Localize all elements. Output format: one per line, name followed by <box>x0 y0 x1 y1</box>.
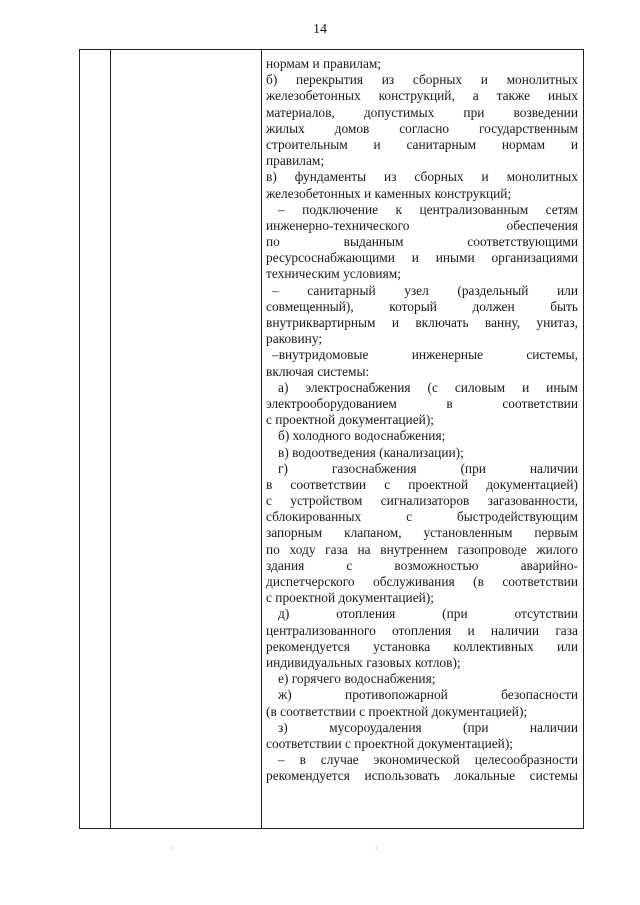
text-line: с проектной документацией); <box>266 412 435 428</box>
scan-dot: · <box>171 844 174 853</box>
text-line: с проектной документацией); <box>266 590 435 606</box>
text-line: сблокированных с быстродействующим <box>266 509 578 525</box>
text-line: материалов, допустимых при возведении <box>266 104 578 120</box>
text-line: нормам и правилам; <box>266 56 382 71</box>
text-line: жилых домов согласно государственным <box>266 120 578 136</box>
text-line: – в случае экономической целесообразности <box>278 752 578 768</box>
text-line: д) отопления (при отсутствии <box>278 606 578 622</box>
text-line: (в соответствии с проектной документацией); <box>266 703 528 719</box>
text-line: в) водоотведения (канализации); <box>278 444 464 460</box>
text-line: ресурсоснабжающими и иными организациями <box>266 250 578 266</box>
document-table <box>79 49 584 829</box>
text-line: инженерно-технического обеспечения <box>266 217 578 233</box>
text-line: в) фундаменты из сборных и монолитных <box>266 169 578 185</box>
table-column-divider <box>261 50 262 828</box>
table-column-divider <box>110 50 111 828</box>
text-line: с устройством сигнализаторов загазованности, <box>266 493 578 509</box>
text-line: рекомендуется установка коллективных или <box>266 638 578 654</box>
text-line: рекомендуется использовать локальные системы <box>266 768 578 784</box>
text-line: совмещенный), который должен быть <box>266 298 578 314</box>
text-line: техническим условиям; <box>266 266 401 282</box>
text-line: железобетонных конструкций, а также иных <box>266 88 578 104</box>
text-line: железобетонных и каменных конструкций; <box>266 185 512 201</box>
text-line: б) холодного водоснабжения; <box>278 428 446 444</box>
text-line: а) электроснабжения (с силовым и иным <box>278 379 578 395</box>
text-line: централизованного отопления и наличии газа <box>266 622 578 638</box>
text-line: г) газоснабжения (при наличии <box>278 460 578 476</box>
text-line: – санитарный узел (раздельный или <box>272 282 578 298</box>
text-line: в соответствии с проектной документацией) <box>266 476 578 492</box>
text-line: включая системы: <box>266 363 370 379</box>
text-line: ж) противопожарной безопасности <box>278 687 578 703</box>
page-number: 14 <box>313 22 327 37</box>
text-line: –внутридомовые инженерные системы, <box>272 347 578 363</box>
text-line: раковину; <box>266 331 323 347</box>
scan-artifacts <box>0 844 640 856</box>
text-line: электрооборудованием в соответствии <box>266 395 578 411</box>
text-line: по ходу газа на внутреннем газопроводе жилого <box>266 541 578 557</box>
table-text-cell <box>266 56 578 784</box>
text-line: по выданным соответствующими <box>266 234 578 250</box>
text-line: здания с возможностью аварийно- <box>266 557 578 573</box>
text-line: б) перекрытия из сборных и монолитных <box>266 72 578 88</box>
text-line: соответствии с проектной документацией); <box>266 735 514 751</box>
text-line: правилам; <box>266 153 325 169</box>
text-line: запорным клапаном, установленным первым <box>266 525 578 541</box>
text-line: диспетчерского обслуживания (в соответствии <box>266 574 578 589</box>
text-line: з) мусороудаления (при наличии <box>278 719 578 735</box>
text-line: строительным и санитарным нормам и <box>266 136 578 152</box>
text-line: – подключение к централизованным сетям <box>278 201 578 217</box>
text-line: внутриквартирным и включать ванну, унитаз, <box>266 315 578 330</box>
text-line: е) горячего водоснабжения; <box>278 671 436 687</box>
scan-dot: · <box>375 844 378 853</box>
text-line: индивидуальных газовых котлов); <box>266 654 461 670</box>
